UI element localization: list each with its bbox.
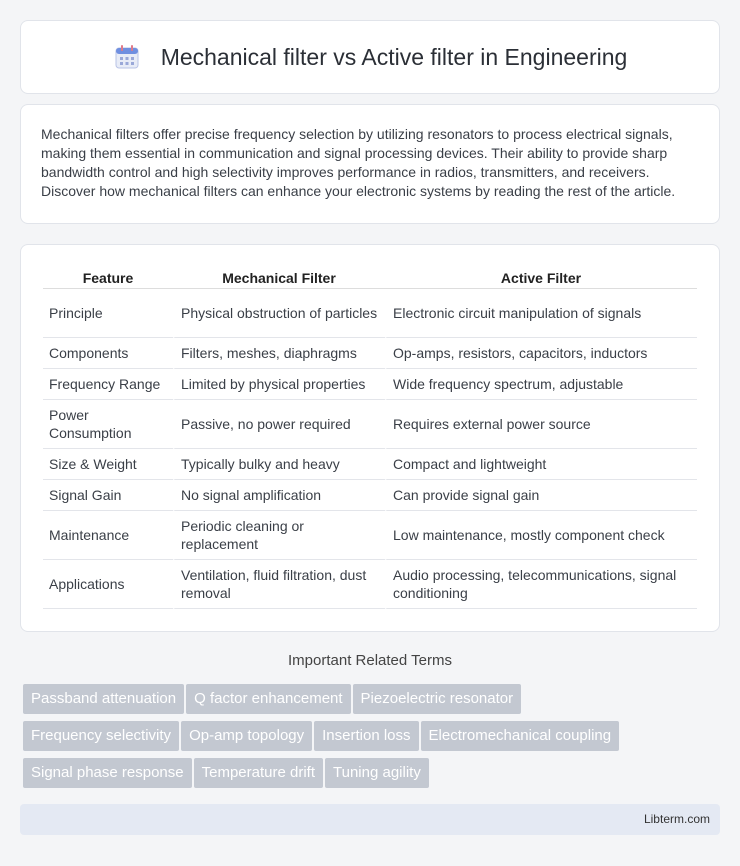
- intro-text: Mechanical filters offer precise frequency selection by utilizing resonators to process electrical signals, making them essential in communication and signal processing devices. Their ability to provide sharp bandwidth control and high selectivity improves performance in radios, transmitters, and receivers. Discover how mechanical filters can enhance your electronic systems by reading the rest of the article.: [41, 126, 676, 199]
- table-cell: Ventilation, fluid filtration, dust removal: [173, 560, 385, 609]
- table-row: [43, 480, 697, 511]
- tag[interactable]: Passband attenuation: [23, 684, 184, 714]
- tag[interactable]: Signal phase response: [23, 758, 192, 788]
- tag[interactable]: Q factor enhancement: [186, 684, 350, 714]
- tag[interactable]: Temperature drift: [194, 758, 323, 788]
- table-cell: Signal Gain: [43, 480, 173, 511]
- table-cell: Limited by physical properties: [173, 369, 385, 400]
- related-terms-tags: [23, 684, 703, 795]
- footer-site-link[interactable]: Libterm.com: [643, 812, 710, 826]
- table-row: [43, 369, 697, 400]
- table-cell: Components: [43, 338, 173, 369]
- table-row: [43, 338, 697, 369]
- table-cell: No signal amplification: [173, 480, 385, 511]
- table-cell: Low maintenance, mostly component check: [385, 511, 697, 560]
- table-row: [43, 289, 697, 338]
- table-cell: Audio processing, telecommunications, signal conditioning: [385, 560, 697, 609]
- table-cell: Power Consumption: [43, 400, 173, 449]
- column-header-mechanical: Mechanical Filter: [173, 265, 385, 289]
- table-cell: Frequency Range: [43, 369, 173, 400]
- table-cell: Electronic circuit manipulation of signals: [385, 289, 697, 338]
- table-cell: Filters, meshes, diaphragms: [173, 338, 385, 369]
- table-cell: Passive, no power required: [173, 400, 385, 449]
- comparison-table: [43, 265, 697, 609]
- tag[interactable]: Tuning agility: [325, 758, 429, 788]
- table-cell: Typically bulky and heavy: [173, 449, 385, 480]
- page-title: Mechanical filter vs Active filter in Engineering: [160, 43, 628, 70]
- tag[interactable]: Piezoelectric resonator: [353, 684, 522, 714]
- related-terms-title: Important Related Terms: [288, 652, 452, 669]
- table-cell: Requires external power source: [385, 400, 697, 449]
- table-cell: Compact and lightweight: [385, 449, 697, 480]
- table-cell: Principle: [43, 289, 173, 338]
- title-card: [20, 20, 720, 94]
- table-row: [43, 400, 697, 449]
- table-cell: Applications: [43, 560, 173, 609]
- comparison-table-card: [20, 244, 720, 632]
- tag[interactable]: Electromechanical coupling: [421, 721, 620, 751]
- footer: [20, 804, 720, 835]
- column-header-feature: Feature: [43, 265, 173, 289]
- table-cell: Physical obstruction of particles: [173, 289, 385, 338]
- tag[interactable]: Insertion loss: [314, 721, 418, 751]
- table-cell: Can provide signal gain: [385, 480, 697, 511]
- tag[interactable]: Frequency selectivity: [23, 721, 179, 751]
- table-cell: Op-amps, resistors, capacitors, inductors: [385, 338, 697, 369]
- table-row: [43, 511, 697, 560]
- tag[interactable]: Op-amp topology: [181, 721, 312, 751]
- intro-card: [20, 104, 720, 224]
- table-cell: Periodic cleaning or replacement: [173, 511, 385, 560]
- table-row: [43, 449, 697, 480]
- column-header-active: Active Filter: [385, 265, 697, 289]
- calendar-icon: [113, 43, 141, 71]
- table-row: [43, 560, 697, 609]
- table-cell: Wide frequency spectrum, adjustable: [385, 369, 697, 400]
- table-cell: Maintenance: [43, 511, 173, 560]
- table-cell: Size & Weight: [43, 449, 173, 480]
- table-header-row: [43, 265, 697, 289]
